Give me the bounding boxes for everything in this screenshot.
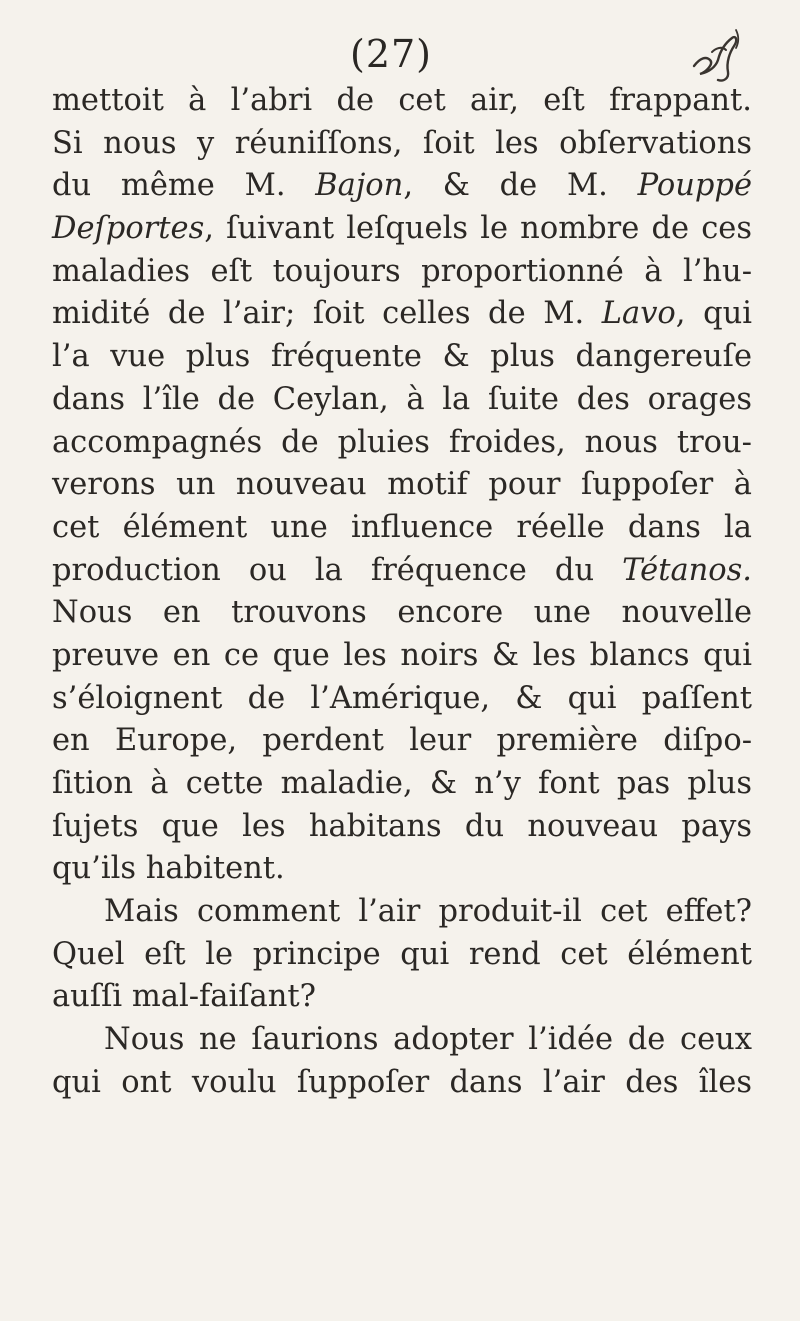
text-line: dans l’île de Ceylan, à la ſuite des orages [52,381,752,417]
text-line: Quel eſt le principe qui rend cet élément [52,936,752,972]
text-line: s’éloignent de l’Amérique, & qui paſſent [52,680,752,716]
text-line: du même M. Bajon, & de M. Pouppé [52,168,752,204]
text-line: maladies eſt toujours proportionné à l’hu- [52,253,752,289]
text-line: auſſi mal-faiſant? [52,979,316,1015]
name-pouppe: Pouppé [637,168,752,204]
body-text [52,80,752,1105]
text-line: Mais comment l’air produit-il cet effet? [104,894,752,930]
name-bajon: Bajon [315,168,404,204]
text-line: Nous en trouvons encore une nouvelle [52,595,752,631]
name-lavo: Lavo [601,296,676,332]
text-line: production ou la fréquence du Tétanos. [52,552,752,588]
text-line: verons un nouveau motif pour ſuppoſer à [52,467,752,503]
text-line: Nous ne ſaurions adopter l’idée de ceux [104,1022,752,1058]
text-line: l’a vue plus fréquente & plus dangereuſe [52,339,752,375]
text-line: Deſportes, ſuivant leſquels le nombre de ces [52,211,752,247]
text-line: midité de l’air; ſoit celles de M. Lavo, qui [52,296,753,332]
text-line: ſujets que les habitans du nouveau pays [52,808,752,844]
page-number: (27) [350,32,433,76]
name-desportes: Deſportes [52,211,205,247]
page-header [0,22,800,82]
term-tetanos: Tétanos. [622,552,752,588]
text-line: qui ont voulu ſuppoſer dans l’air des îles [52,1064,752,1100]
text-line: qu’ils habitent. [52,851,285,887]
text-line: mettoit à l’abri de cet air, eſt frappant. [52,83,752,118]
text-line: accompagnés de pluies froides, nous trou- [52,424,752,460]
text-line: en Europe, perdent leur première diſpo- [52,723,752,759]
text-line: cet élément une influence réelle dans la [52,509,752,545]
text-line: Si nous y réuniſſons, ſoit les obſervations [52,125,752,161]
text-line: ſition à cette maladie, & n’y font pas plus [52,766,752,801]
text-line: preuve en ce que les noirs & les blancs qui [52,637,752,673]
